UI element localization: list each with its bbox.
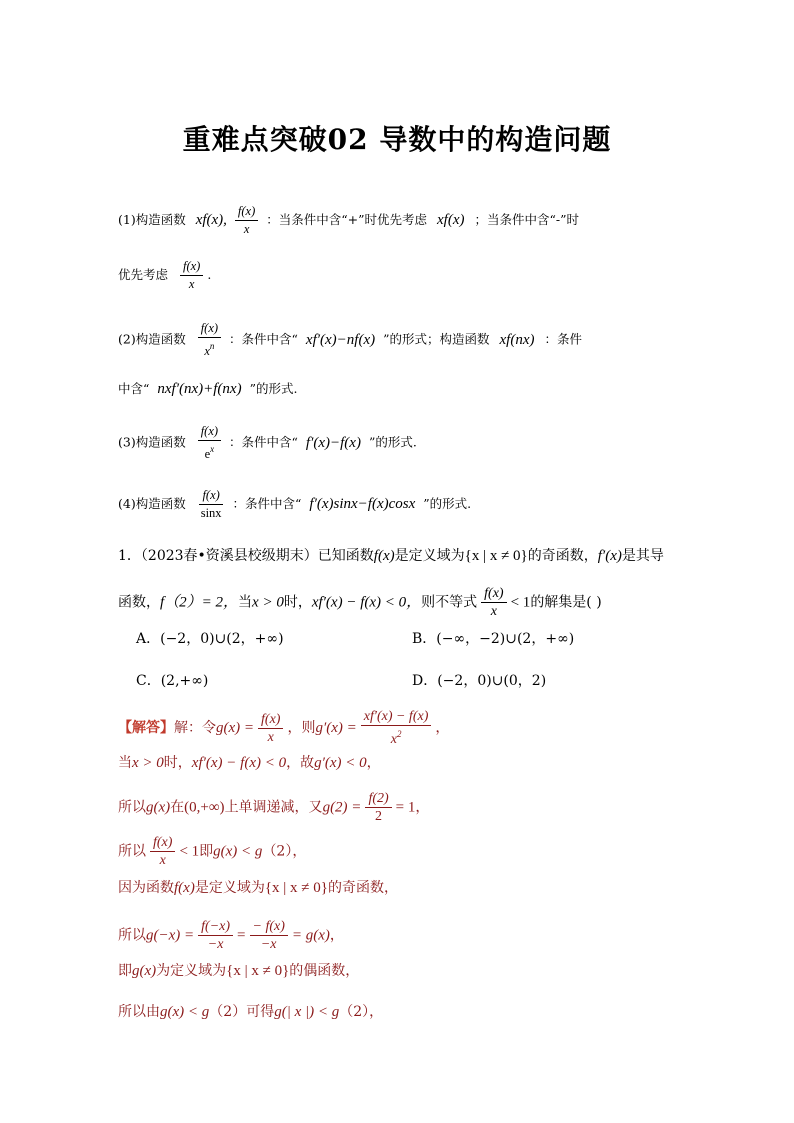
solution-line-5 [118,877,398,899]
problem-text: 时， [283,594,312,611]
solution-text: 即 [118,963,132,979]
hint-2-line-2-text-2: ”的形式. [249,381,298,396]
hint-1-line-2-period: . [207,267,212,282]
hint-2-text-2: ”的形式；构造函数 [383,331,490,347]
hint-2-label: (2)构造函数 [118,331,186,347]
hint-1-text-1: ：当条件中含“+”时优先考虑 [266,212,428,227]
hint-2-text-3: ：条件 [544,331,582,347]
hint-1-line-1 [118,203,579,238]
problem-text: 当 [238,594,253,611]
solution-math: g′(x) < 0 [314,755,367,771]
solution-line-4 [118,834,306,869]
solution-text: （2）可得 [209,1004,275,1020]
solution-math: xf′(x) − f(x) < 0 [191,755,287,771]
problem-fraction: $\frac{f(x)}{x}$ [481,585,506,620]
solution-fraction: $\frac{f(-x)}{-x}$ [198,918,233,953]
solution-fraction: $\frac{f(x)}{x}$ [150,834,175,869]
hint-2-expr-1: xf′(x)−nf(x) [305,331,376,348]
solution-text: 上单调递减，又 [224,799,323,816]
solution-text: 为定义域为 [156,963,227,979]
problem-question: 的解集是( ) [530,594,602,611]
hint-4 [118,487,471,522]
problem-text: 的奇函数， [527,548,598,564]
hint-3-label: (3)构造函数 [118,434,186,450]
solution-math: {x | x ≠ 0} [264,880,328,896]
solution-text: 所以 [118,843,146,860]
hint-4-expr: f′(x)sinx−f(x)cosx [309,496,416,512]
hint-4-fraction: $\frac{f(x)}{\sin x}$ [200,488,222,520]
solution-math: = g(x) [291,927,330,944]
solution-text: （2）， [339,1004,384,1020]
option-a[interactable]: A．(−2，0)∪(2，+∞) [136,631,284,647]
problem-fx: f(x) [373,548,395,564]
hint-1-line-2-text: 优先考虑 [118,267,169,282]
solution-math: = [237,927,246,944]
hint-2-line-2-expr: nxf′(nx)+f(nx) [157,381,242,397]
solution-text: ， [415,799,430,816]
solution-text: ， [329,927,344,944]
solution-fraction: $\frac{xf'(x) - f(x)}{x^2}$ [361,708,432,748]
hint-2-line-2-text-1: 中含“ [118,381,150,396]
solution-text: ， [366,755,381,771]
solution-math: x > 0 [132,755,164,771]
solution-math: g(x) [146,799,171,816]
hint-2-fraction: $\frac{f(x)}{x^n}$ [198,320,221,360]
solution-line-8 [118,1001,383,1023]
hint-1-text-2: ；当条件中含“-”时 [474,212,579,227]
hint-1-line-2-fraction: $\frac{f(x)}{x}$ [180,258,203,293]
hint-1-func-1: xf(x), [195,212,227,228]
problem-domain-set: {x | x ≠ 0} [464,548,528,564]
solution-text: 的偶函数， [289,963,360,979]
solution-text: 当 [118,755,132,771]
hint-4-label: (4)构造函数 [118,496,186,511]
solution-line-2 [118,752,381,774]
option-c[interactable]: C．(2,+∞) [136,673,209,689]
hint-2-text-1: ：条件中含“ [229,331,298,347]
solution-math: g(x) [132,963,157,979]
solution-fraction: $\frac{f(2)}{2}$ [365,790,391,825]
solution-math: g(x) = [216,720,255,736]
solution-math: f(x) [174,880,195,896]
hint-3-text-2: ”的形式. [368,434,417,450]
solution-text: ，则 [287,720,316,736]
problem-text: 则不等式 [421,594,478,611]
option-d[interactable]: D．(−2，0)∪(0，2) [412,673,547,689]
problem-inequality: xf′(x) − f(x) < 0， [311,594,422,611]
solution-math: {x | x ≠ 0} [226,963,290,979]
hint-3-fraction: $\frac{f(x)}{e^x}$ [198,423,221,463]
solution-fraction: $\frac{- f(x)}{-x}$ [250,918,288,953]
option-b[interactable]: B．(−∞，−2)∪(2，+∞) [412,631,575,647]
hint-3-text-1: ：条件中含“ [229,434,298,450]
hint-4-text-1: ：条件中含“ [232,496,302,511]
solution-math: g(x) < g [160,1004,210,1020]
solution-line-6 [118,918,344,953]
solution-math: g(x) < g [213,843,263,860]
problem-text: 函数， [118,594,160,611]
solution-math: < 1 [179,843,200,860]
solution-math: g(| x |) < g [274,1004,340,1020]
solution-text: 所以由 [118,1004,160,1020]
hint-4-text-2: ”的形式. [423,496,472,511]
page-title: 重难点突破02 导数中的构造问题 [182,123,612,156]
solution-text: 因为函数 [118,880,174,896]
problem-text: 是其导 [621,548,664,564]
problem-source: 1．（2023春•资溪县校级期末）已知函数 [118,548,374,564]
problem-condition: x > 0 [252,594,284,611]
solution-text: 所以 [118,799,146,816]
solution-text: ，故 [286,755,315,771]
solution-text: 解：令 [174,720,216,736]
problem-bound: < 1 [510,594,531,611]
solution-text: 所以 [118,927,146,944]
solution-text: 是定义域为 [194,880,265,896]
solution-text: 即 [199,843,214,860]
hint-1-fraction: $\frac{f(x)}{x}$ [235,203,258,238]
solution-math: g(−x) = [146,927,195,944]
problem-line-1 [118,545,664,567]
hint-2-line-1 [118,320,582,360]
solution-line-7 [118,960,359,982]
problem-f2: f（2）= 2， [160,594,239,611]
solution-fraction: $\frac{f(x)}{x}$ [258,711,283,746]
problem-fprime: f′(x) [597,548,622,564]
hint-3 [118,423,417,463]
solution-text: ， [435,720,450,736]
solution-math: = 1 [395,799,416,816]
hint-2-expr-2: xf(nx) [499,331,535,348]
solution-text: 在 [170,799,185,816]
problem-text: 是定义域为 [394,548,465,564]
solution-text: 的奇函数， [327,880,398,896]
hint-3-expr: f′(x)−f(x) [305,434,361,451]
solution-line-1 [118,708,449,748]
solution-text: （2）， [262,843,307,860]
problem-line-2 [118,585,602,620]
hint-2-line-2 [118,379,297,399]
solution-tag: 【解答】 [118,720,174,736]
hint-1-line-2 [118,258,211,293]
solution-math: g′(x) = [315,720,357,736]
hint-1-label: (1)构造函数 [118,212,186,227]
hint-1-func-2: xf(x) [437,212,465,228]
solution-math: (0,+∞) [184,799,225,816]
solution-text: 时， [163,755,192,771]
solution-line-3 [118,790,429,825]
solution-math: g(2) = [322,799,362,816]
